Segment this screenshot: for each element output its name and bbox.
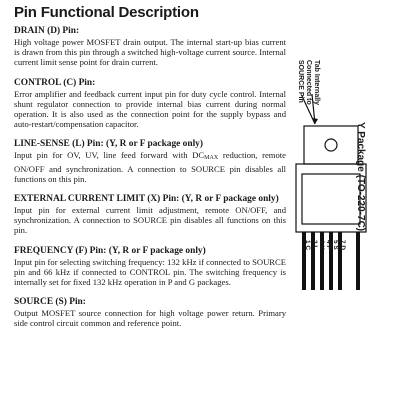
tab-label — [296, 60, 320, 105]
lead-7 — [356, 232, 360, 290]
control-pin-section — [14, 78, 286, 130]
drain-pin-text: High voltage power MOSFET drain output. The internal start-up bias current is drawn from this pin through a switched high-voltage current source. Internal current limit sense point for drain current. — [14, 37, 286, 68]
drain-pin-section — [14, 26, 286, 68]
frequency-pin-section — [14, 246, 286, 288]
line-sense-pin-section — [14, 139, 286, 184]
pin-description-column — [14, 26, 286, 339]
drain-pin-heading: DRAIN (D) Pin: — [14, 26, 80, 36]
control-pin-text: Error amplifier and feedback current input pin for duty cycle control. Internal shunt regulator connection to provide internal bias current during normal operation. It is also used as the connection point for the supply bypass and auto-restart/compensation capacitor. — [14, 88, 286, 130]
pin-label-3: 3 X — [318, 240, 325, 250]
pin-label-2: 2 L — [311, 240, 318, 250]
line-sense-text-post: reduction, remote ON/OFF and synchronization. A connection to SOURCE pin disables all functions on this pin. — [14, 150, 286, 184]
pin-label-4: 4 F — [325, 240, 332, 250]
tab-label-line-3: SOURCE Pin — [297, 60, 304, 103]
source-pin-section — [14, 297, 286, 328]
pin-label-5: 5 S — [332, 240, 339, 250]
package-window — [302, 174, 360, 224]
dc-max-subscript: MAX — [204, 155, 219, 162]
pin-label-1: 1 C — [304, 240, 311, 250]
tab-label-line-2: Connected to — [305, 60, 312, 105]
control-pin-heading: CONTROL (C) Pin: — [14, 77, 96, 88]
mounting-hole — [325, 139, 337, 151]
source-pin-text: Output MOSFET source connection for high voltage power return. Primary side control circuit common and reference point. — [14, 308, 286, 329]
tab-label-line-1: Tab Internally — [313, 60, 320, 105]
page-title: Pin Functional Description — [14, 4, 199, 21]
frequency-pin-heading: FREQUENCY (F) Pin: (Y, R or F package only) — [14, 245, 206, 256]
pin-number-labels — [304, 240, 346, 250]
line-sense-pin-text — [14, 150, 286, 184]
external-current-limit-pin-text: Input pin for external current limit adjustment, remote ON/OFF, and synchronization. A connection to SOURCE pin disables all functions on this pin. — [14, 205, 286, 236]
package-figure — [282, 60, 400, 340]
source-pin-heading: SOURCE (S) Pin: — [14, 297, 86, 308]
pin-label-7: 7 D — [339, 240, 346, 250]
external-current-limit-pin-section — [14, 194, 286, 236]
package-label: Y Package (TO-220-7C) — [355, 122, 366, 232]
frequency-pin-text: Input pin for selecting switching frequency: 132 kHz if connected to SOURCE pin and 66 kHz if connected to CONTROL pin. The switching frequency is internally set for fixed 132 kHz operation in P and G packages. — [14, 256, 286, 288]
line-sense-pin-heading: LINE-SENSE (L) Pin: (Y, R or F package only) — [14, 139, 203, 150]
external-current-limit-pin-heading: EXTERNAL CURRENT LIMIT (X) Pin: (Y, R or F package only) — [14, 194, 279, 205]
line-sense-text-pre: Input pin for OV, UV, line feed forward with DC — [14, 150, 205, 161]
